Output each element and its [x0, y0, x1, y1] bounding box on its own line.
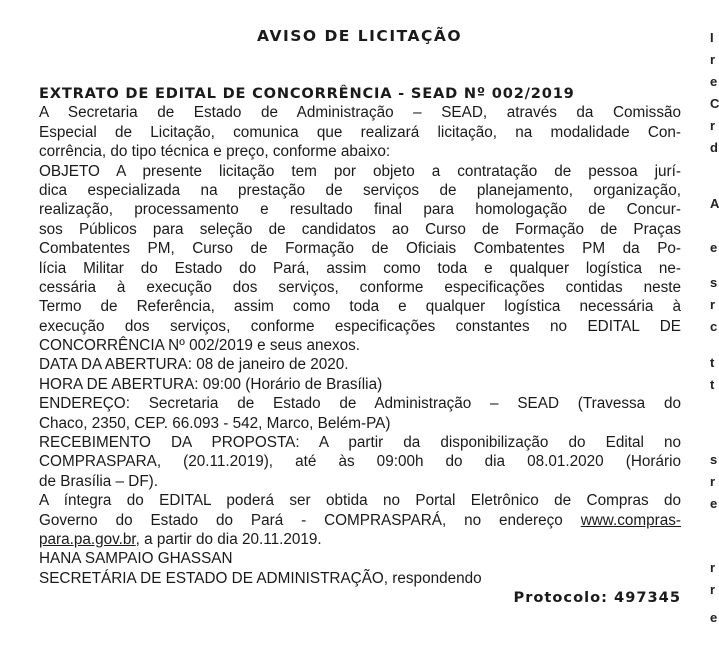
body-line [39, 511, 681, 530]
body-line: OBJETO A presente licitação tem por objeto a contratação de pessoa jurí- [39, 162, 681, 180]
body-line: Termo de Referência, assim como toda e qualquer logística necessária à [39, 298, 681, 316]
edge-char: r [710, 52, 716, 67]
body-line: lícia Militar do Estado do Pará, assim como toda e qualquer logística ne- [39, 259, 681, 277]
body-line: Especial de Licitação, comunica que realizará licitação, na modalidade Con- [39, 123, 681, 141]
body-line: realização, processamento e resultado final para homologação de Concur- [39, 201, 681, 219]
body-line [39, 530, 681, 549]
opening-time: HORA DE ABERTURA: 09:00 (Horário de Brasília) [39, 375, 383, 393]
notice-body [39, 84, 681, 608]
body-text: Governo do Estado do Pará - COMPRASPARÁ, no endereço [39, 511, 563, 529]
portal-link[interactable]: www.compras- [580, 511, 681, 529]
edge-char: e [710, 240, 718, 255]
body-line: Combatentes PM, Curso de Formação de Oficiais Combatentes PM da Po- [39, 240, 681, 258]
edge-char: e [710, 74, 718, 89]
edge-char: r [710, 560, 716, 575]
edge-char: t [710, 377, 715, 392]
proposal-line: COMPRASPARA, (20.11.2019), até às 09:00h do dia 08.01.2020 (Horário [39, 453, 681, 471]
edge-char: e [710, 496, 718, 511]
signatory-name: HANA SAMPAIO GHASSAN [39, 550, 233, 568]
edge-char: I [710, 30, 714, 45]
edge-char: r [710, 582, 716, 597]
edge-char: t [710, 355, 715, 370]
edge-char: s [710, 452, 718, 467]
body-text: , a partir do dia 20.11.2019. [135, 530, 322, 548]
body-line: dica especializada na prestação de serviços de planejamento, organização, [39, 181, 681, 199]
protocol-number: Protocolo: 497345 [513, 589, 681, 607]
body-line: cessária à execução dos serviços, conforme especificações contidas neste [39, 278, 681, 296]
body-line: A íntegra do EDITAL poderá ser obtida no Portal Eletrônico de Compras do [39, 492, 681, 510]
opening-date: DATA DA ABERTURA: 08 de janeiro de 2020. [39, 356, 349, 374]
edge-char: e [710, 610, 718, 625]
notice-title: AVISO DE LICITAÇÃO [257, 27, 462, 45]
edge-char: r [710, 297, 716, 312]
body-line: A Secretaria de Estado de Administração – SEAD, através da Comissão [39, 104, 681, 122]
portal-link[interactable]: para.pa.gov.br [39, 530, 136, 548]
body-line: CONCORRÊNCIA Nº 002/2019 e seus anexos. [39, 337, 361, 355]
proposal-line: de Brasília – DF). [39, 472, 159, 490]
body-line: execução dos serviços, conforme especificações constantes no EDITAL DE [39, 317, 681, 335]
address-line: Chaco, 2350, CEP. 66.093 - 542, Marco, Belém-PA) [39, 414, 391, 432]
adjacent-column-edge [708, 0, 719, 648]
edge-char: r [710, 118, 716, 133]
edge-char: d [710, 140, 718, 155]
edge-char: A [710, 196, 719, 211]
notice-heading: EXTRATO DE EDITAL DE CONCORRÊNCIA - SEAD Nº 002/2019 [39, 85, 575, 102]
address-line: ENDEREÇO: Secretaria de Estado de Administração – SEAD (Travessa do [39, 395, 681, 413]
body-line: corrência, do tipo técnica e preço, conforme abaixo: [39, 143, 391, 161]
edge-char: c [710, 319, 718, 334]
body-line: sos Públicos para seleção de candidatos ao Curso de Formação de Praças [39, 220, 681, 238]
edge-char: s [710, 275, 718, 290]
proposal-line: RECEBIMENTO DA PROPOSTA: A partir da disponibilização do Edital no [39, 434, 681, 452]
signatory-title: SECRETÁRIA DE ESTADO DE ADMINISTRAÇÃO, respondendo [39, 569, 482, 587]
edge-char: r [710, 474, 716, 489]
edge-char: C [710, 96, 719, 111]
